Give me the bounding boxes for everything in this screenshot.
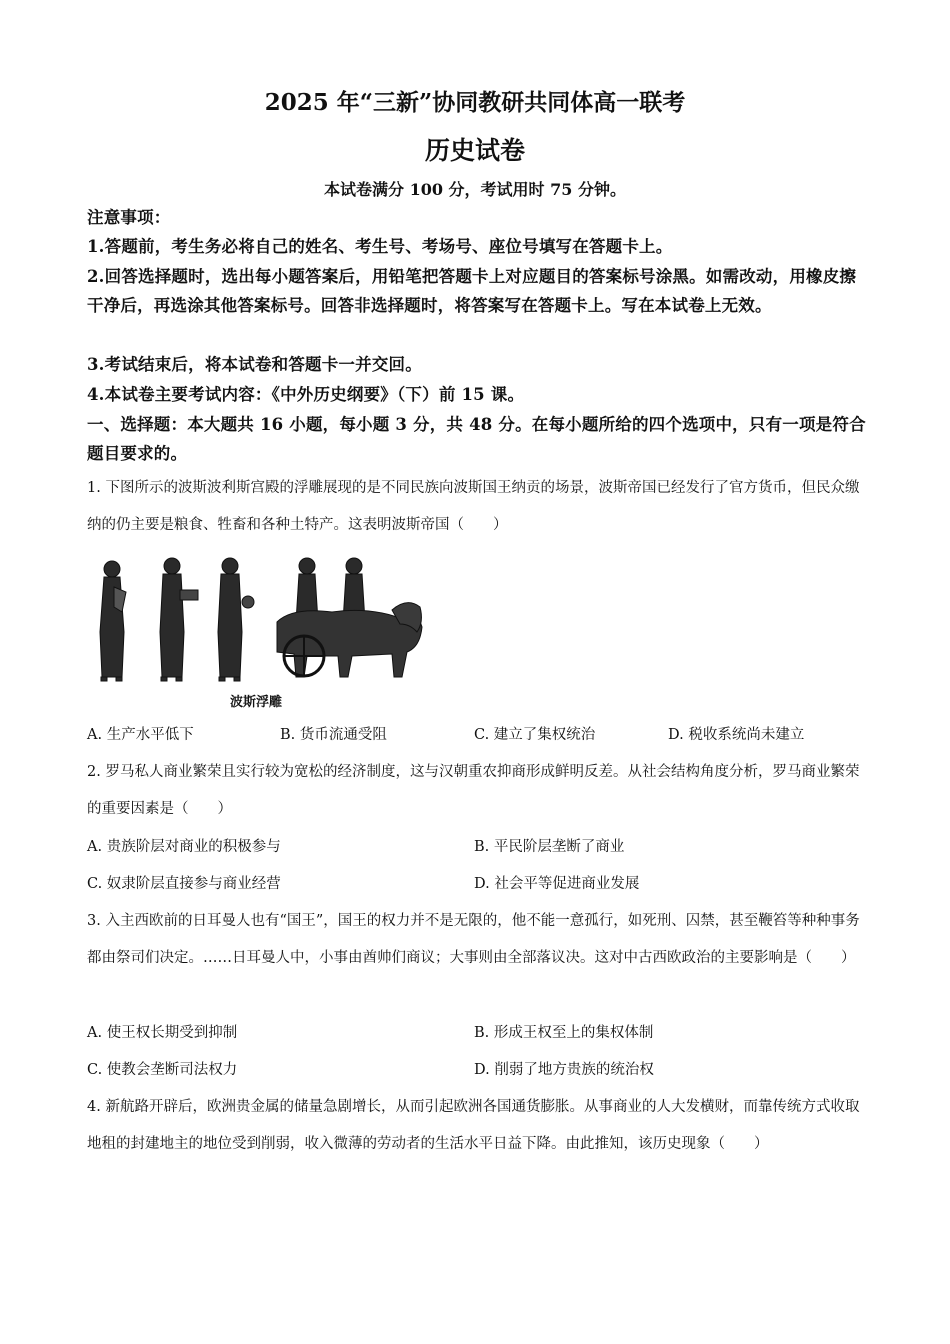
q2-option-b: B. 平民阶层垄断了商业	[474, 839, 625, 855]
question-1-stem: 1. 下图所示的波斯波利斯宫殿的浮雕展现的是不同民族向波斯国王纳贡的场景，波斯帝国已经发行了官方货币，但民众缴纳的仍主要是粮食、牲畜和各种土特产。这表明波斯帝国（ ）	[87, 480, 860, 533]
exam-title: 2025 年“三新”协同教研共同体高一联考	[264, 89, 686, 116]
q3-option-b: B. 形成王权至上的集权体制	[474, 1025, 654, 1041]
q1-option-c: C. 建立了集权统治	[474, 727, 596, 743]
subject-title: 历史试卷	[424, 136, 525, 165]
question-2-stem: 2. 罗马私人商业繁荣且实行较为宽松的经济制度，这与汉朝重农抑商形成鲜明反差。从社会结构角度分析，罗马商业繁荣的重要因素是（ ）	[87, 764, 860, 817]
question-3-stem: 3. 入主西欧前的日耳曼人也有“国王”，国王的权力并不是无限的，他不能一意孤行，如死刑、囚禁，甚至鞭笞等种种事务都由祭司们决定。……日耳曼人中，小事由酋帅们商议；大事则由全部落议决。这对中古西欧政治的主要影响是（ ）	[87, 913, 860, 966]
q1-option-d: D. 税收系统尚未建立	[668, 727, 805, 743]
persian-relief-figure	[92, 552, 427, 710]
score-info: 本试卷满分 100 分，考试用时 75 分钟。	[324, 180, 626, 199]
note-item-3: 3.考试结束后，将本试卷和答题卡一并交回。	[87, 355, 422, 374]
q2-option-c: C. 奴隶阶层直接参与商业经营	[87, 876, 281, 892]
note-item-2: 2.回答选择题时，选出每小题答案后，用铅笔把答题卡上对应题目的答案标号涂黑。如需改动，用橡皮擦干净后，再选涂其他答案标号。回答非选择题时，将答案写在答题卡上。写在本试卷上无效。	[87, 267, 857, 315]
notes-heading: 注意事项：	[87, 208, 171, 227]
q1-option-a: A. 生产水平低下	[87, 727, 194, 743]
question-4-stem: 4. 新航路开辟后，欧洲贵金属的储量急剧增长，从而引起欧洲各国通货膨胀。从事商业的人大发横财，而靠传统方式收取地租的封建地主的地位受到削弱，收入微薄的劳动者的生活水平日益下降。由此推知，该历史现象（ ）	[87, 1099, 860, 1152]
q2-option-d: D. 社会平等促进商业发展	[474, 876, 640, 892]
section-heading: 一、选择题：本大题共 16 小题，每小题 3 分，共 48 分。在每小题所给的四个选项中，只有一项是符合题目要求的。	[87, 415, 866, 463]
q3-option-c: C. 使教会垄断司法权力	[87, 1062, 238, 1078]
note-item-4: 4.本试卷主要考试内容：《中外历史纲要》（下）前 15 课。	[87, 385, 525, 404]
q3-option-d: D. 削弱了地方贵族的统治权	[474, 1062, 654, 1078]
q1-option-b: B. 货币流通受阻	[280, 727, 387, 743]
note-item-1: 1.答题前，考生务必将自己的姓名、考生号、考场号、座位号填写在答题卡上。	[87, 237, 673, 256]
figure-caption: 波斯浮雕	[230, 695, 283, 710]
q2-option-a: A. 贵族阶层对商业的积极参与	[87, 839, 281, 855]
persian-relief-image	[92, 552, 427, 710]
q3-option-a: A. 使王权长期受到抑制	[87, 1025, 238, 1041]
